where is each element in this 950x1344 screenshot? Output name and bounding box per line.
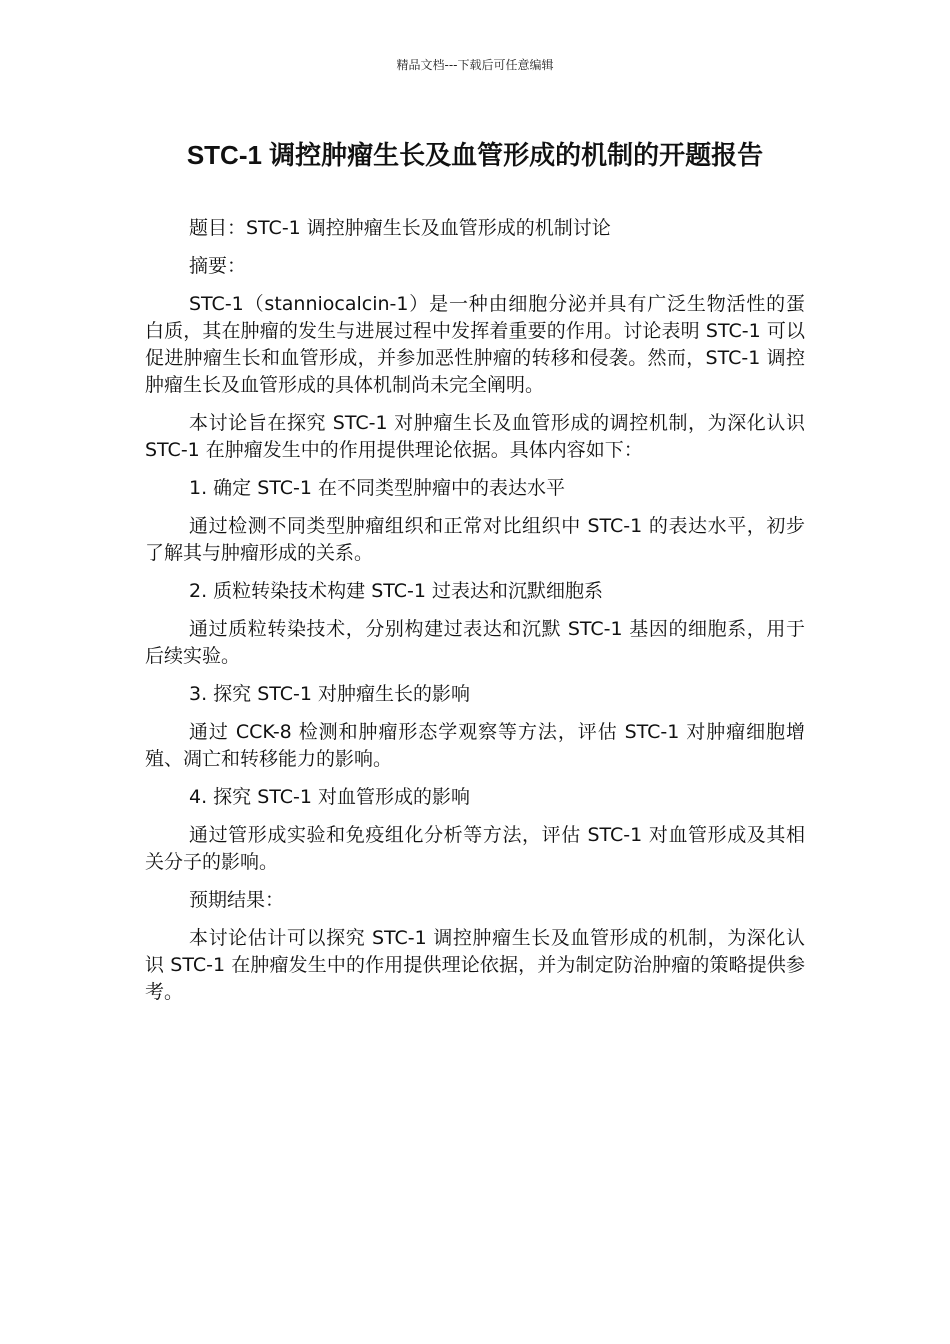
- document-body: [145, 215, 805, 1017]
- expected-results-heading: 预期结果：: [189, 889, 285, 911]
- item-2-text: 通过质粒转染技术，分别构建过表达和沉默 STC-1 基因的细胞系，用于后续实验。: [145, 618, 805, 667]
- item-3-text: 通过 CCK-8 检测和肿瘤形态学观察等方法，评估 STC-1 对肿瘤细胞增殖、凋亡和转移能力的影响。: [145, 721, 805, 770]
- abstract-paragraph: STC-1（stanniocalcin-1）是一种由细胞分泌并具有广泛生物活性的蛋白质，其在肿瘤的发生与进展过程中发挥着重要的作用。讨论表明 STC-1 可以促进肿瘤生长和血管形成，并参加恶性肿瘤的转移和侵袭。然而，STC-1 调控肿瘤生长及血管形成的具体机制尚未完全阐明。: [145, 293, 805, 396]
- topic-line: 题目：STC-1 调控肿瘤生长及血管形成的机制讨论: [189, 217, 611, 239]
- item-1-heading: 1. 确定 STC-1 在不同类型肿瘤中的表达水平: [189, 477, 566, 499]
- item-4-heading: 4. 探究 STC-1 对血管形成的影响: [189, 786, 471, 808]
- item-3-heading: 3. 探究 STC-1 对肿瘤生长的影响: [189, 683, 471, 705]
- abstract-heading: 摘要：: [189, 255, 247, 277]
- expected-results-text: 本讨论估计可以探究 STC-1 调控肿瘤生长及血管形成的机制，为深化认识 STC-1 在肿瘤发生中的作用提供理论依据，并为制定防治肿瘤的策略提供参考。: [145, 927, 805, 1003]
- header-note: 精品文档---下载后可任意编辑: [396, 58, 554, 72]
- document-title: STC-1 调控肿瘤生长及血管形成的机制的开题报告: [186, 140, 764, 170]
- item-1-text: 通过检测不同类型肿瘤组织和正常对比组织中 STC-1 的表达水平，初步了解其与肿瘤形成的关系。: [145, 515, 805, 564]
- aim-paragraph: 本讨论旨在探究 STC-1 对肿瘤生长及血管形成的调控机制，为深化认识 STC-1 在肿瘤发生中的作用提供理论依据。具体内容如下：: [145, 412, 805, 461]
- item-2-heading: 2. 质粒转染技术构建 STC-1 过表达和沉默细胞系: [189, 580, 604, 602]
- item-4-text: 通过管形成实验和免疫组化分析等方法，评估 STC-1 对血管形成及其相关分子的影响。: [145, 824, 805, 873]
